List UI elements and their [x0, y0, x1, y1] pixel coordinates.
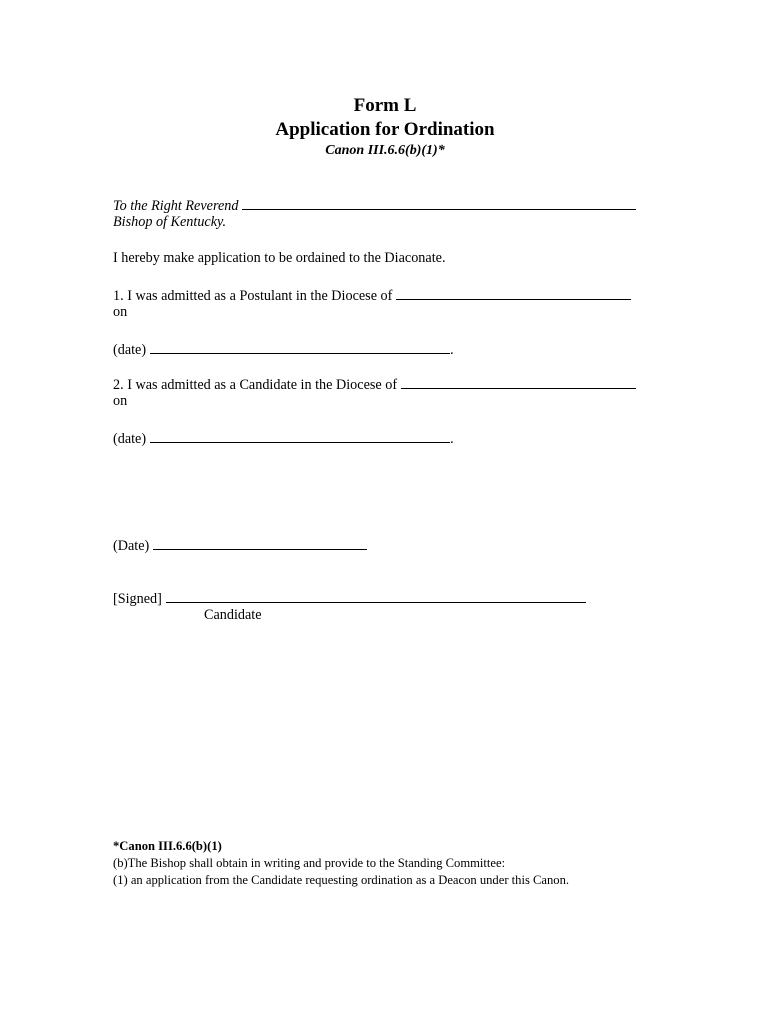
candidate-date-field[interactable] — [150, 429, 450, 443]
candidate-line — [113, 375, 636, 394]
postulant-date-field[interactable] — [150, 340, 450, 354]
candidate-caption: Candidate — [204, 607, 262, 623]
candidate-date-period: . — [450, 431, 454, 447]
postulant-date-label: (date) — [113, 342, 147, 358]
document-title: Application for Ordination — [275, 119, 495, 140]
postulant-date-period: . — [450, 342, 454, 358]
postulant-date-line — [113, 340, 454, 359]
candidate-date-line — [113, 429, 454, 448]
signature-field[interactable] — [166, 589, 586, 603]
signature-date-field[interactable] — [153, 536, 367, 550]
postulant-label: 1. I was admitted as a Postulant in the Diocese of — [113, 288, 393, 304]
candidate-date-label: (date) — [113, 431, 147, 447]
postulant-diocese-field[interactable] — [396, 286, 631, 300]
form-title: Form L — [353, 95, 417, 116]
postulant-line — [113, 286, 631, 305]
footnote-line-1: (b)The Bishop shall obtain in writing and provide to the Standing Committee: — [113, 856, 506, 870]
to-right-reverend-label: To the Right Reverend — [113, 198, 239, 214]
bishop-name-field[interactable] — [242, 196, 636, 210]
candidate-on-label: on — [113, 393, 128, 409]
signature-date-line — [113, 536, 367, 555]
signature-date-label: (Date) — [113, 538, 150, 554]
footnote-line-2: (1) an application from the Candidate requesting ordination as a Deacon under this Canon. — [113, 873, 570, 887]
signed-label: [Signed] — [113, 591, 162, 607]
bishop-line: Bishop of Kentucky. — [113, 214, 227, 230]
candidate-admission-label: 2. I was admitted as a Candidate in the Diocese of — [113, 377, 398, 393]
footnote-heading: *Canon III.6.6(b)(1) — [113, 839, 222, 853]
address-line — [113, 196, 636, 215]
candidate-diocese-field[interactable] — [401, 375, 636, 389]
canon-reference: Canon III.6.6(b)(1)* — [325, 143, 445, 158]
intro-statement: I hereby make application to be ordained to the Diaconate. — [113, 250, 446, 266]
postulant-on-label: on — [113, 304, 128, 320]
signed-line — [113, 589, 586, 608]
